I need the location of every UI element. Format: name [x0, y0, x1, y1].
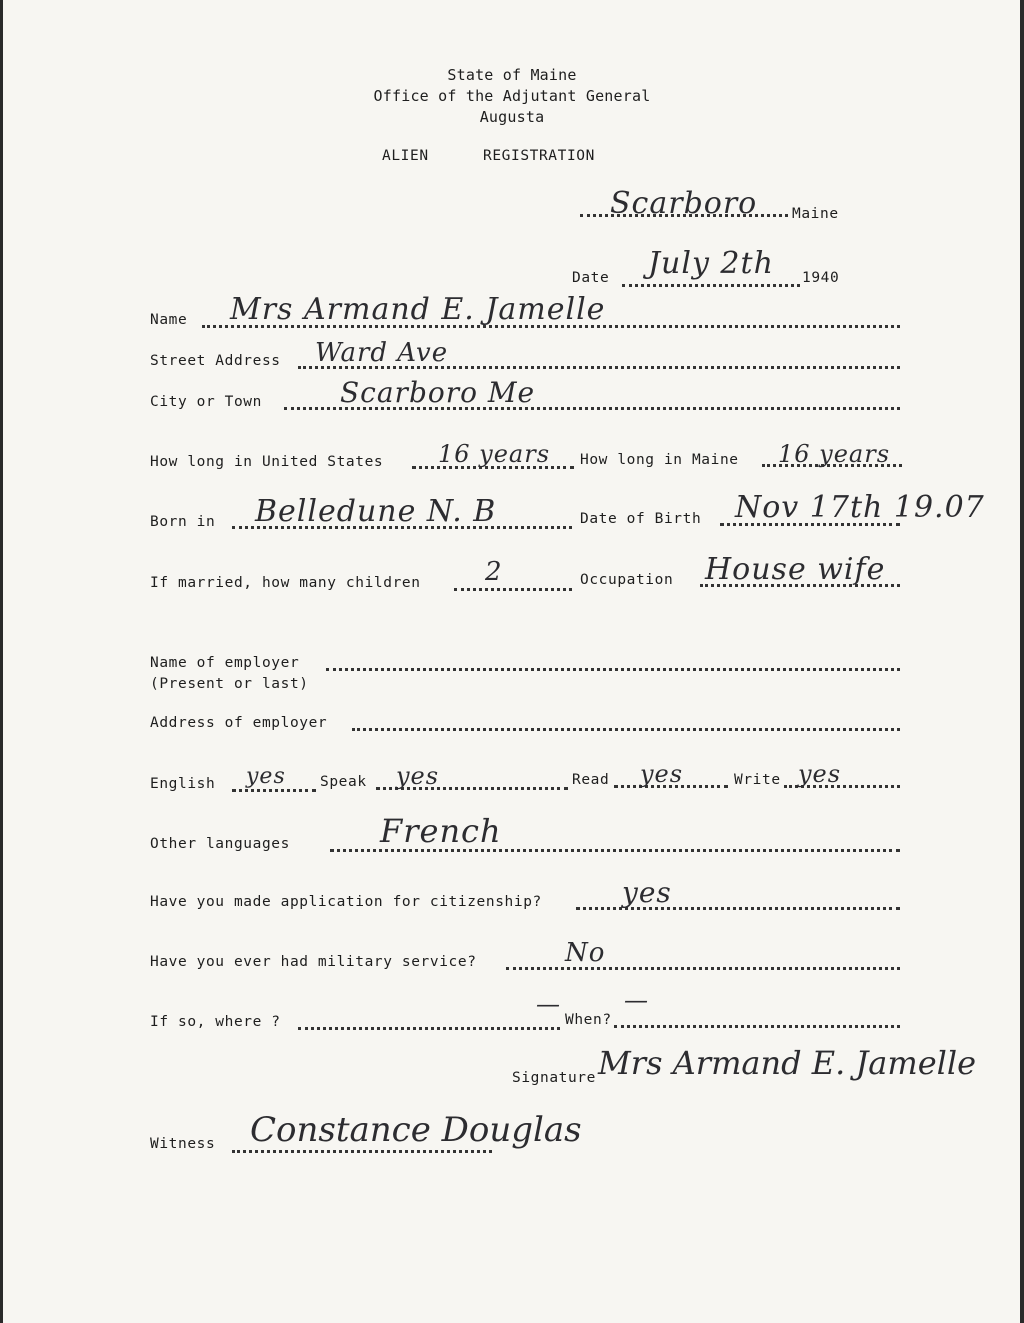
witness-line [232, 1150, 492, 1153]
employer-line [326, 668, 900, 671]
occupation-label: Occupation [580, 572, 674, 588]
born-in-value: Belledune N. B [255, 494, 497, 529]
how-long-maine-label: How long in Maine [580, 452, 739, 468]
english-label: English [150, 776, 216, 792]
military-value: No [565, 938, 606, 968]
employer-address-line [352, 728, 900, 731]
date-year: 1940 [802, 270, 840, 286]
street-label: Street Address [150, 353, 281, 369]
children-value: 2 [485, 557, 503, 587]
speak-value: yes [396, 762, 440, 790]
where-label: If so, where ? [150, 1014, 281, 1030]
citizenship-value: yes [622, 876, 672, 909]
english-line [232, 789, 316, 792]
date-line [622, 284, 800, 287]
other-languages-label: Other languages [150, 836, 290, 852]
write-label: Write [734, 772, 781, 788]
how-long-us-label: How long in United States [150, 454, 384, 470]
dob-label: Date of Birth [580, 511, 702, 527]
when-label: When? [565, 1012, 612, 1028]
where-value: — [536, 990, 561, 1018]
english-value: yes [246, 764, 286, 789]
dob-value: Nov 17th 19.07 [735, 490, 985, 525]
how-long-maine-value: 16 years [778, 440, 891, 468]
scan-edge-left [0, 0, 3, 1323]
name-label: Name [150, 312, 188, 328]
date-label: Date [572, 270, 610, 286]
children-label: If married, how many children [150, 575, 421, 591]
read-label: Read [572, 772, 610, 788]
write-value: yes [798, 760, 842, 788]
date-value: July 2th [648, 246, 774, 281]
city-value: Scarboro Me [340, 376, 536, 409]
header-city: Augusta [479, 108, 545, 126]
when-line [614, 1025, 900, 1028]
header-alien: ALIEN [382, 148, 429, 164]
signature-value: Mrs Armand E. Jamelle [598, 1044, 977, 1082]
witness-label: Witness [150, 1136, 216, 1152]
employer-sublabel: (Present or last) [150, 676, 309, 692]
witness-value: Constance Douglas [250, 1110, 582, 1150]
city-label: City or Town [150, 394, 262, 410]
where-line [298, 1027, 560, 1030]
children-line [454, 588, 572, 591]
employer-label: Name of employer [150, 655, 300, 671]
when-value: — [624, 986, 649, 1014]
occupation-value: House wife [705, 552, 886, 587]
citizenship-label: Have you made application for citizenship? [150, 894, 542, 910]
born-in-label: Born in [150, 514, 216, 530]
speak-label: Speak [320, 774, 367, 790]
header-registration: REGISTRATION [483, 148, 595, 164]
street-value: Ward Ave [315, 338, 449, 368]
header-office: Office of the Adjutant General [373, 87, 651, 105]
scan-edge-right [1020, 0, 1024, 1323]
signature-label: Signature [512, 1070, 596, 1086]
other-languages-value: French [380, 812, 502, 850]
name-value: Mrs Armand E. Jamelle [230, 292, 606, 327]
place-value: Scarboro [610, 186, 758, 221]
place-suffix: Maine [792, 206, 839, 222]
military-label: Have you ever had military service? [150, 954, 477, 970]
read-value: yes [640, 760, 684, 788]
header-state: State of Maine [447, 66, 577, 84]
employer-address-label: Address of employer [150, 715, 328, 731]
how-long-us-value: 16 years [438, 440, 551, 468]
